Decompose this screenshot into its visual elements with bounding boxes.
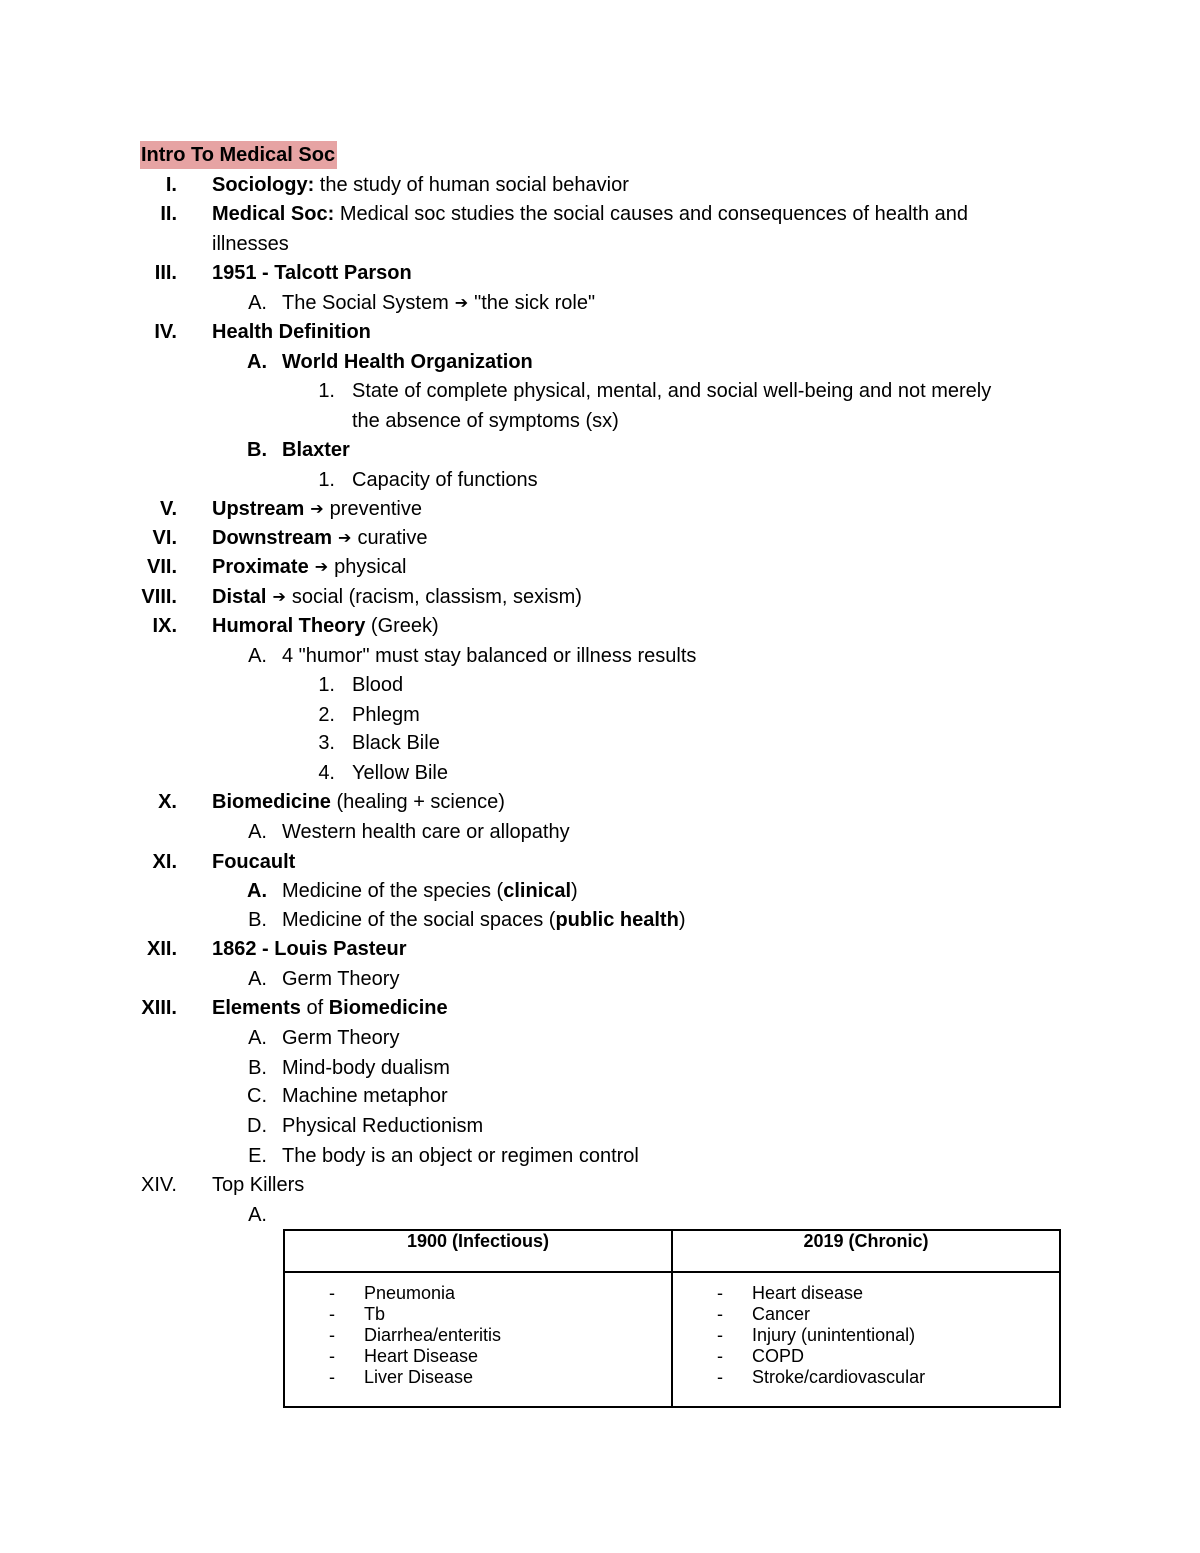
outline-item [212, 993, 448, 1023]
outline-item [282, 817, 570, 847]
killer-1900-item-label: Heart Disease [364, 1346, 479, 1366]
top-killers-table [283, 1229, 1061, 1408]
outline-text: ) [571, 880, 578, 902]
killer-1900-item-label: Liver Disease [364, 1367, 474, 1387]
dash-bullet: - [329, 1325, 335, 1345]
outline-number: VIII. [141, 586, 177, 608]
outline-item [212, 787, 505, 817]
outline-text: Machine metaphor [282, 1085, 448, 1107]
outline-item [282, 1053, 450, 1083]
outline-item [212, 1170, 304, 1200]
outline-text: Mind-body dualism [282, 1057, 450, 1079]
outline-text: (Greek) [365, 615, 439, 637]
outline-number: A. [248, 292, 267, 314]
outline-text: Western health care or allopathy [282, 821, 570, 843]
killer-2019-item-label: Heart disease [752, 1283, 864, 1303]
outline-number: A. [248, 1204, 267, 1226]
outline-item [352, 700, 420, 730]
outline-number: IV. [154, 321, 177, 343]
killer-1900-item-label: Tb [364, 1304, 386, 1324]
table-header-row [284, 1230, 1060, 1272]
outline-number: B. [248, 1057, 267, 1079]
dash-bullet: - [717, 1283, 723, 1303]
outline-text: Blood [352, 674, 404, 696]
outline-text: 1862 - Louis Pasteur [212, 938, 407, 960]
outline-item [212, 934, 407, 964]
killer-2019-item-label: Injury (unintentional) [752, 1325, 916, 1345]
outline-item [282, 435, 350, 465]
outline-number: 4. [318, 762, 335, 784]
outline-text: curative [357, 527, 428, 549]
outline-item [352, 758, 448, 788]
outline-number: B. [247, 439, 267, 461]
outline-text: preventive [329, 498, 422, 520]
outline-text: "the sick role" [474, 292, 596, 314]
outline-item [282, 347, 533, 377]
outline-number: VI. [152, 527, 177, 549]
document-title: Intro To Medical Soc [140, 141, 337, 169]
outline-text: Sociology: [212, 174, 315, 196]
col-1900-cell [284, 1272, 672, 1407]
outline-number: 2. [318, 704, 335, 726]
outline-number: 1. [318, 674, 335, 696]
killer-2019-item-label: Cancer [752, 1304, 811, 1324]
dash-bullet: - [717, 1304, 723, 1324]
outline-item [282, 1141, 639, 1171]
killer-1900-item-label: Diarrhea/enteritis [364, 1325, 502, 1345]
outline-item [212, 258, 412, 288]
outline-item [282, 905, 685, 935]
outline-text: Physical Reductionism [282, 1115, 484, 1137]
outline-number: V. [159, 498, 177, 520]
outline-text: Upstream [212, 498, 305, 520]
arrow-icon: ➔ [310, 501, 324, 518]
outline-text: 4 "humor" must stay balanced or illness results [282, 645, 697, 667]
outline-text: ) [678, 909, 686, 931]
outline-text: Elements [212, 997, 301, 1019]
dash-bullet: - [329, 1367, 335, 1387]
outline-item [282, 641, 696, 671]
outline-text: Medicine of the social spaces ( [282, 909, 556, 931]
outline-text: Top Killers [212, 1174, 305, 1196]
outline-text: Medical soc studies the social causes and consequences of health and [334, 203, 968, 225]
outline-number: X. [158, 791, 177, 813]
outline-number: C. [247, 1085, 267, 1107]
outline-text: social (racism, classism, sexism) [291, 586, 582, 608]
outline-item [212, 611, 439, 641]
outline-number: E. [248, 1145, 267, 1167]
outline-number: 3. [318, 732, 335, 754]
killer-2019-item-label: Stroke/cardiovascular [752, 1367, 926, 1387]
outline-number: III. [154, 262, 177, 284]
outline-text: (healing + science) [330, 791, 505, 813]
outline-item [352, 728, 440, 758]
outline-text: of [300, 997, 329, 1019]
outline-item-continuation: illnesses [212, 233, 289, 255]
outline-text: clinical [503, 880, 572, 902]
outline-item [212, 552, 406, 582]
outline-number: II. [160, 203, 177, 225]
outline-text: Humoral Theory [212, 615, 366, 637]
outline-number: A. [247, 880, 267, 902]
outline-text: Proximate [212, 556, 309, 578]
arrow-icon: ➔ [454, 295, 469, 312]
outline-item [212, 494, 422, 524]
outline-text: Biomedicine [212, 791, 331, 813]
outline-number: A. [248, 821, 267, 843]
outline-text: Capacity of functions [352, 469, 538, 491]
outline-text: Health Definition [212, 321, 371, 343]
col-2019-cell [672, 1272, 1060, 1407]
outline-number: A. [248, 1027, 267, 1049]
dash-bullet: - [329, 1283, 335, 1303]
outline-number: A. [247, 351, 267, 373]
outline-item [352, 670, 403, 700]
arrow-icon: ➔ [314, 559, 329, 576]
outline-number: XIII. [141, 997, 177, 1019]
col-header-2019: 2019 (Chronic) [672, 1230, 1060, 1272]
outline-text: World Health Organization [282, 351, 533, 373]
outline-text: Medicine of the species ( [282, 880, 504, 902]
outline-text: Germ Theory [282, 1027, 400, 1049]
outline-item [212, 317, 371, 347]
dash-bullet: - [329, 1304, 335, 1324]
outline-text: Germ Theory [282, 968, 400, 990]
outline-text: Blaxter [282, 439, 350, 461]
killer-1900-item-label: Pneumonia [364, 1283, 456, 1303]
outline-number: 1. [318, 380, 335, 402]
outline-text: physical [334, 556, 407, 578]
outline-item-continuation: the absence of symptoms (sx) [352, 410, 619, 432]
outline-item [282, 964, 399, 994]
outline-item [282, 1081, 448, 1111]
dash-bullet: - [717, 1346, 723, 1366]
killer-2019-item [673, 1325, 1059, 1346]
outline-number: D. [247, 1115, 267, 1137]
outline-number: B. [248, 909, 267, 931]
outline-number: XII. [146, 938, 177, 960]
outline-number: VII. [146, 556, 177, 578]
killer-2019-item [673, 1283, 1059, 1304]
dash-bullet: - [717, 1325, 723, 1345]
dash-bullet: - [329, 1346, 335, 1366]
outline-text: Black Bile [352, 732, 440, 754]
outline-item [212, 199, 968, 229]
outline-text: The body is an object or regimen control [282, 1145, 639, 1167]
outline-text: 1951 - Talcott Parson [212, 262, 412, 284]
outline-text: State of complete physical, mental, and social well-being and not merely [352, 380, 992, 402]
outline-number: A. [248, 645, 267, 667]
outline-item [212, 170, 629, 200]
outline-text: Medical Soc: [212, 203, 335, 225]
killer-2019-item-label: COPD [752, 1346, 805, 1366]
outline-text: The Social System [282, 292, 449, 314]
arrow-icon: ➔ [338, 530, 352, 547]
outline-text: Biomedicine [328, 997, 448, 1019]
outline-text: public health [555, 909, 679, 931]
killer-1900-item [285, 1367, 671, 1388]
col-header-1900: 1900 (Infectious) [284, 1230, 672, 1272]
killer-2019-item [673, 1346, 1059, 1367]
outline-text: Foucault [212, 851, 296, 873]
outline-number: XI. [152, 851, 177, 873]
outline-item [282, 1111, 483, 1141]
outline-item [212, 582, 582, 612]
outline-number: IX. [152, 615, 177, 637]
outline-item [352, 376, 991, 406]
outline-item [212, 523, 427, 553]
outline-item [282, 288, 595, 318]
dash-bullet: - [717, 1367, 723, 1387]
outline-text: Downstream [212, 527, 333, 549]
outline-item [212, 847, 295, 877]
killer-1900-item [285, 1325, 671, 1346]
outline-number: 1. [318, 469, 335, 491]
outline-text: the study of human social behavior [314, 174, 629, 196]
table-row [284, 1272, 1060, 1407]
outline-text: Phlegm [352, 704, 420, 726]
killer-1900-item [285, 1304, 671, 1325]
outline-text: Yellow Bile [352, 762, 448, 784]
outline-item [282, 1023, 399, 1053]
killer-1900-item [285, 1346, 671, 1367]
outline-number: I. [165, 174, 177, 196]
outline-item [282, 876, 578, 906]
outline-item [352, 465, 538, 495]
outline-number: XIV. [141, 1174, 177, 1196]
arrow-icon: ➔ [272, 589, 286, 606]
outline-text: Distal [212, 586, 267, 608]
killer-2019-item [673, 1304, 1059, 1325]
killer-2019-item [673, 1367, 1059, 1388]
killer-1900-item [285, 1283, 671, 1304]
outline-number: A. [248, 968, 267, 990]
